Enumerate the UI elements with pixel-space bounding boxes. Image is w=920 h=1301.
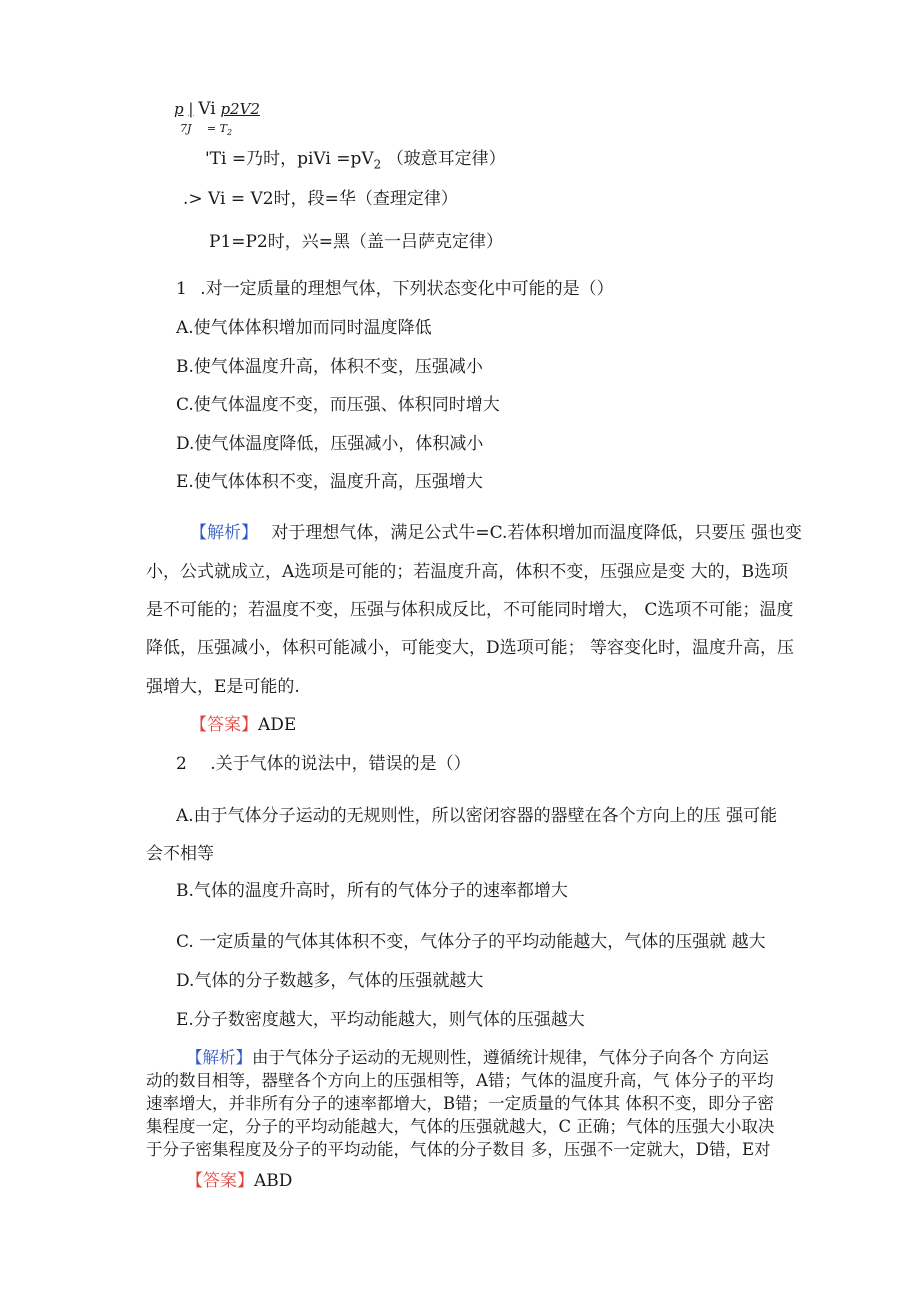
q2-answer bbox=[186, 1170, 292, 1192]
q1-analysis-tag: 【解析】 bbox=[190, 523, 258, 543]
q1-option-a: A.使气体体积增加而同时温度降低 bbox=[176, 318, 432, 338]
formula-bottom bbox=[180, 118, 232, 144]
formula-top: p | Vi p2V2 bbox=[174, 99, 260, 119]
formula-eq: = T bbox=[206, 122, 227, 135]
formula-p2v2: p2V2 bbox=[220, 100, 260, 118]
q2-analysis-line-1: 【解析】由于气体分子运动的无规则性，遵循统计规律，气体分子向各个 方向运 bbox=[186, 1048, 769, 1067]
q1-stem: 1 .对一定质量的理想气体，下列状态变化中可能的是（） bbox=[176, 279, 614, 299]
q1-answer-tag: 【答案】 bbox=[190, 715, 258, 735]
q2-analysis-tag: 【解析】 bbox=[186, 1048, 252, 1067]
q1-analysis-line-4: 降低，压强减小，体积可能减小，可能变大，D选项可能； 等容变化时，温度升高，压 bbox=[146, 638, 795, 658]
formula-p1: p bbox=[174, 100, 184, 118]
q2-number: 2 bbox=[176, 754, 187, 774]
q2-analysis-line-3: 速率增大，并非所有分子的速率都增大，B错；一定质量的气体其 体积不变，即分子密 bbox=[146, 1094, 774, 1113]
q1-analysis-line-1: 【解析】 对于理想气体，满足公式牛=C.若体积增加而温度降低，只要压 强也变 bbox=[190, 523, 802, 543]
q2-option-e: E.分子数密度越大，平均动能越大，则气体的压强越大 bbox=[176, 1010, 585, 1030]
q2-answer-value: ABD bbox=[254, 1171, 293, 1191]
q2-analysis-line-2: 动的数目相等，器壁各个方向上的压强相等，A错；气体的温度升高，气 体分子的平均 bbox=[146, 1071, 774, 1090]
law-boyle: 'Ti =乃时，piVi $=pV_2$ （玻意耳定律） bbox=[205, 149, 506, 172]
q1-number: 1 bbox=[176, 279, 187, 299]
q1-analysis-line-3: 是不可能的；若温度不变，压强与体积成反比，不可能同时增大， C选项不可能；温度 bbox=[146, 600, 794, 620]
q1-analysis-line-2: 小，公式就成立，A选项是可能的；若温度升高，体积不变，压强应是变 大的，B选项 bbox=[146, 562, 789, 582]
q2-option-a-line-1: A.由于气体分子运动的无规则性，所以密闭容器的器壁在各个方向上的压 强可能 bbox=[176, 806, 778, 826]
q2-option-d: D.气体的分子数越多，气体的压强就越大 bbox=[176, 971, 484, 991]
q2-analysis-line-5: 于分子密集程度及分子的平均动能，气体的分子数目 多，压强不一定就大，D错，E对 bbox=[146, 1140, 771, 1159]
q1-analysis-line-5: 强增大，E是可能的. bbox=[146, 677, 300, 697]
law-gay-lussac: P1=P2时，兴=黑（盖一吕萨克定律） bbox=[209, 232, 503, 252]
q1-option-e: E.使气体体积不变，温度升高，压强增大 bbox=[176, 472, 483, 492]
q2-option-b: B.气体的温度升高时，所有的气体分子的速率都增大 bbox=[176, 881, 568, 901]
q2-option-c: C. 一定质量的气体其体积不变，气体分子的平均动能越大，气体的压强就 越大 bbox=[176, 932, 766, 952]
law-charles: .> Vi = V2时，段=华（查理定律） bbox=[183, 189, 458, 209]
q2-option-a-line-2: 会不相等 bbox=[146, 844, 214, 864]
q2-answer-tag: 【答案】 bbox=[186, 1171, 254, 1191]
q1-answer bbox=[190, 714, 296, 736]
q2-analysis-line-4: 集程度一定，分子的平均动能越大，气体的压强就越大，C 正确；气体的压强大小取决 bbox=[146, 1117, 775, 1136]
formula-7j: 7J bbox=[180, 122, 192, 135]
formula-sub: 2 bbox=[226, 128, 233, 138]
q1-option-c: C.使气体温度不变，而压强、体积同时增大 bbox=[176, 395, 500, 415]
q1-option-d: D.使气体温度降低，压强减小，体积减小 bbox=[176, 434, 484, 454]
q1-option-b: B.使气体温度升高，体积不变，压强减小 bbox=[176, 357, 483, 377]
formula-vi: Vi bbox=[198, 99, 216, 119]
q1-answer-value: ADE bbox=[258, 715, 297, 735]
q2-stem: 2 .关于气体的说法中，错误的是（） bbox=[176, 754, 471, 774]
